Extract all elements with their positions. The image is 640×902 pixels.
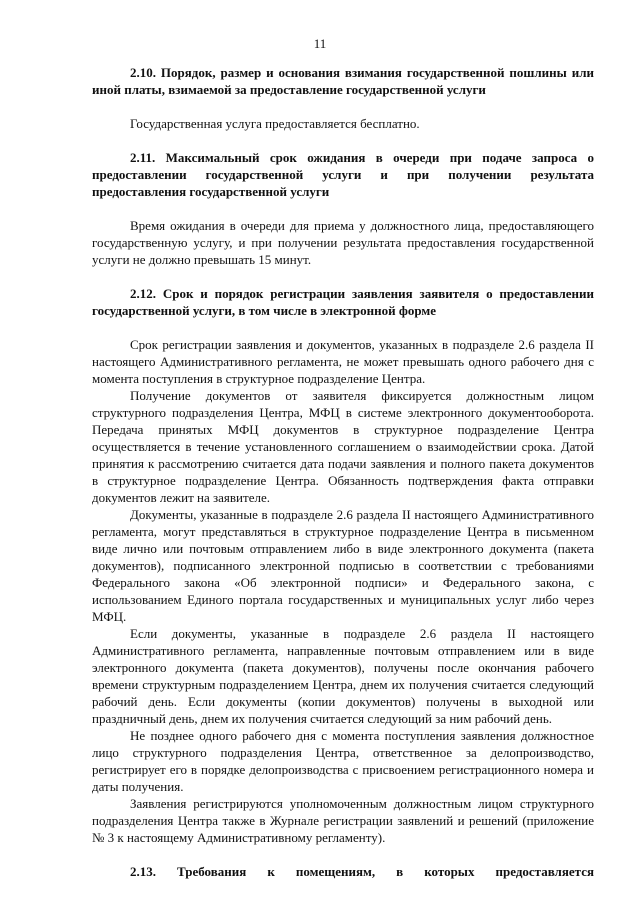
section-heading-2-12: 2.12. Срок и порядок регистрации заявления заявителя о предоставлении государственной услуги, в том числе в электронной форме [92, 286, 594, 318]
section-heading-2-11: 2.11. Максимальный срок ожидания в очереди при подаче запроса о предоставлении государственной услуги и при получении результата предоставления государственной услуги [92, 150, 594, 199]
section-paragraph: Получение документов от заявителя фиксируется должностным лицом структурного подразделения Центра, МФЦ в системе электронного документооборота. Передача принятых МФЦ документов в структурное подразделение Центра осуществляется в течение установленного соглашением о взаимодействии срока. Датой принятия к рассмотрению считается дата подачи заявления и полного пакета документов в структурное подразделение Центра. Обязанность подтверждения факта отправки документов лежит на заявителе. [92, 388, 594, 505]
section-heading-2-13: 2.13. Требования к помещениям, в которых предоставляется [130, 864, 594, 879]
page-number: 11 [313, 36, 327, 51]
section-paragraph: Срок регистрации заявления и документов, указанных в подразделе 2.6 раздела II настоящего Административного регламента, не может превышать одного рабочего дня с момента поступления в структурное подразделение Центра. [92, 337, 594, 386]
section-paragraph: Заявления регистрируются уполномоченным должностным лицом структурного подразделения Центра также в Журнале регистрации заявлений и решений (приложение № 3 к настоящему Административному регламенту). [92, 796, 594, 845]
document-body [92, 64, 594, 880]
section-heading-2-10: 2.10. Порядок, размер и основания взимания государственной пошлины или иной платы, взимаемой за предоставление государственной услуги [92, 65, 594, 97]
section-paragraph: Документы, указанные в подразделе 2.6 раздела II настоящего Административного регламента, могут представляться в структурное подразделение Центра в письменном виде лично или почтовым отправлением либо в виде электронного документа (пакета документов), подписанного электронной подписью в соответствии с требованиями Федерального закона «Об электронной подписи» и Федерального закона, с использованием Единого портала государственных и муниципальных услуг либо через МФЦ. [92, 507, 594, 624]
section-paragraph: Не позднее одного рабочего дня с момента поступления заявления должностное лицо структурного подразделения Центра, ответственное за делопроизводство, регистрирует его в порядке делопроизводства с присвоением регистрационного номера и даты получения. [92, 728, 594, 794]
section-paragraph: Время ожидания в очереди для приема у должностного лица, предоставляющего государственную услугу, и при получении результата предоставления государственной услуги не должно превышать 15 минут. [92, 218, 594, 267]
section-paragraph: Государственная услуга предоставляется бесплатно. [130, 116, 420, 131]
section-paragraph: Если документы, указанные в подразделе 2.6 раздела II настоящего Административного регламента, направленные почтовым отправлением или в виде электронного документа (пакета документов), получены после окончания рабочего времени структурным подразделением Центра, днем их получения считается следующий рабочий день. Если документы (копии документов) получены в выходной или праздничный день, днем их получения считается следующий за ним рабочий день. [92, 626, 594, 726]
